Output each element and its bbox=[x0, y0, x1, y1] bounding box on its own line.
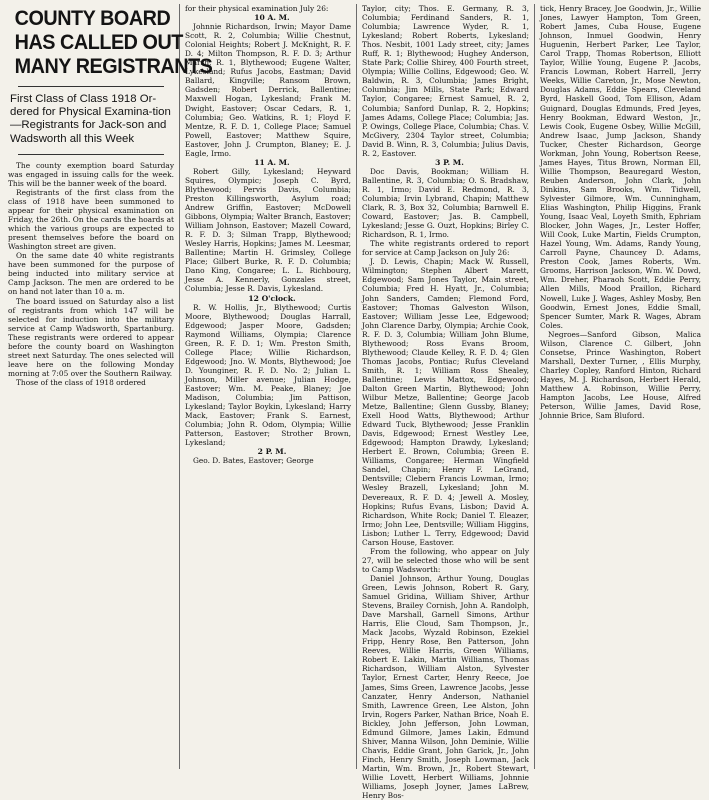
time-heading-11am: 11 A. M. bbox=[254, 157, 290, 167]
headline-line-1: COUNTY BOARD bbox=[14, 6, 171, 30]
paragraph: The board issued on Saturday also a list of registrants from which 147 will be selected for induction into the military service at Camp Wadsworth, Spartanburg. These registrants were ordered to appear before the county board on Washington street next Saturday. The ones selected will leave here on the following Monday morning at 7:05 over the Southern Railway. bbox=[8, 296, 174, 378]
name-list: Robert Gilly, Lykesland; Heyward Squires, Olympic; Joseph C. Byrd, Blythewood; Pervis Davis, Columbia; Preston Killingsworth, Asylum road; Andrew Griffin, Eastover; McDowell Gibbons, Olympia; Walter Branch, Eastover; William Johnson, Eastover; Mazell Coward, R. F. D. 3; Silman Trapp, Blythewood; Wesley Harris, Hopkins; James M. Leesmar, Ballentine; Martin H. Grimsley, College Place; Gilbert Burke, R. F. D. Columbia; Dano King, Congaree; L. L. Richbourg, Jesse A. Kennerly, Gonzales street, Columbia; Jesse R. Davis, Lykesland. bbox=[185, 166, 351, 294]
name-list: Doc Davis, Bookman; William H. Ballentine, R. 3, Columbia; O. S. Bradshaw, R. 1, Irmo; David E. Redmond, R. 3, Columbia; Irvin Lybrand, Chapin; Matthew Clark, R. 3, Box 32, Columbia; Barnwell E. Coward, Eastover; Jas. B. Campbell, Lykesland; Jesse G. Ouzt, Hopkins; Birley C. Richardson, R. 1, Irmo. bbox=[362, 166, 529, 240]
headline-rule bbox=[18, 86, 164, 87]
name-list: J. D. Lewis, Chapin; Mack W. Russell, Wilmington; Stephen Albert Marett, Edgewood; Sam Jones Taylor, Main street, Columbia; Fred H. Hyatt, Jr., Columbia; John Sanders, Camden; Flemond Ford, Eastover; Thomas Galveston Wilson, Eastover; William Jesse Lee, Edgewood; John Clarence Darby, Olympia; Archie Cook, R. F. D. 3, Columbia; William John Blume, Blythewood; Ross Evans Broom, Blythewood; Claude Kelley, R. F. D. 4; Glen Thomas Jacobs, Pontiac; Rufus Cleveland Smith, R. 1; William Ross Shealey, Ballentine; Lewis Mattox, Edgewood; Dalton Green Martin, Blythewood; John Wilbur Metze, Ballentine; George Jacob Metze, Ballentine; Glenn Gussby, Blaney; Exell Hood Watts, Blythewood; Arthur Edward Tuck, Blythewood; Jesse Franklin Davis, Edgewood; Ernest Westley Lee, Edgewood; Hampton Drawdy, Lykesland; Herbert E. Brown, Columbia; Green E. Williams, Congaree; Herman Wingfield Sandel, Chapin; Henry F. LeGrand, Dentsville; Clebern Francis Lowman, Irmo; Wesley Brazell, Lykesland; John M. Devereaux, R. F. D. 4; Jewell A. Mosley, Hopkins; Rufus Evans, Lisbon; David A. Richardson, White Rock; Daniel T. Eleazer, Irmo; John Lee, Dentsville; William Higgins, Lisbon; Luther L. Terry, Edgewood; David Carson House, Eastover. bbox=[362, 257, 529, 547]
name-list: tick, Henry Bracey, Joe Goodwin, Jr., Willie Jones, Lawyer Hampton, Tom Green, Robert James, Cuba House, Eugene Johnson, Inmuel Goodwin, Henry Huguenin, Herbert Parker, Lee Taylor, Carol Trapp, Thomas Robertson, Elliott Taylor, Willie Young, Eugene P. Jacobs, Francis Lowman, Robert Harrell, Jerry Weeks, Willie Careton, Jr., Mose Newton, Douglas Adams, Eddie Spears, Cleveland Byrd, Haskell Good, Tom Ellison, Adam Guignard, Douglas Edmunds, Fred Jeyes, Henry Bookman, Edward Weston, Jr., Lewis Cook, Eugene Osbey, Willie McGill, Andrew Isaac, Jump Jackson, Shandy Tucker, Chester Richardson, George Workman, John Young, Robertson Reese, James Hayes, Titus Brown, Norman Ell, Willie Thompson, Beauregard Weston, Reuben Anderson, John Clark, John Dinkins, Sam Brooks, Wm. Tidwell, Sylvester Gilmore, Wm. Cunningham, Elias Washington, Philip Higgins, Frank Young, Isaac Veal, Loyeth Smith, Ephriam Blocker, John Wages, Jr., Lester Hoffer, Will Cook, Luke Martin, Fields Crumpton, Hazel Young, Wm. Adams, Randy Young, Carroll Payne, Chauncey D. Adams, Preston Cook, James Roberts, Wm. Grooms, Harrison Jackson, Wm. W. Dowd, Wm. Dreher, Pharaoh Scott, Eddie Perry, Allen Mills, Mood Praillon, Richard Nowell, Luke J. Wages, Ashley Mosby, Ben Goodwin, Ernest Jones, Eddie Small, Spencer Sumter, Mark R. Wages, Abram Coles. bbox=[540, 4, 701, 330]
paragraph: On the same date 40 white registrants have been summoned for the purpose of being inducted into military service at Camp Jackson. The men are ordered to be on hand not later than 10 a. m. bbox=[8, 251, 174, 297]
name-list: Negroes—Sanford Gibson, Malica Wilson, Clarence C. Gilbert, John Consetse, Prince Washington, Robert Marshall, Dexter Turner, , Ellis Murphy, Charley Copley, Ranford Hinton, Richard Hayes, M. J. Richardson, Herbert Herald, Matthew A. Robinson, Willie Perry, Hampton Jacobs, Lee House, Alfred Peterson, Willie James, David Rose, Johnnie Brice, Sam Bluford. bbox=[540, 329, 701, 421]
time-heading-10am: 10 A. M. bbox=[254, 13, 290, 23]
paragraph: for their physical examination July 26: bbox=[185, 4, 329, 13]
paragraph: Those of the class of 1918 ordered bbox=[16, 377, 146, 387]
column-4 bbox=[535, 4, 706, 769]
column-3 bbox=[357, 4, 535, 800]
name-list: R. W. Hollis, Jr., Blythewood; Curtis Moore, Blythewood; Douglas Harrall, Edgewood; Jasper Moore, Gadsden; Raymond Williams, Olympia; Clarence Green, R. F. D. 1; Wm. Preston Smith, College Place; Willie Richardson, Edgewood; Jno. W. Monts, Blythewood; Joe D. Younginer, R. F. D. No. 2; Julian L. Johnson, Miller avenue; Julian Hodge, Eastover; Wm. M. Peake, Blaney; Joe Madison, Columbia; Jim Pattison, Lykesland; Taylor Boykin, Lykesland; Harry Mack, Eastover; Frank S. Earnest, Columbia; John R. Odom, Olympia; Willie Patterson, Eastover; Strother Brown, Lykesland; bbox=[185, 302, 351, 448]
column-1 bbox=[3, 4, 213, 769]
time-heading-12: 12 O'clock. bbox=[248, 293, 296, 303]
time-heading-3pm: 3 P. M. bbox=[435, 157, 464, 167]
name-list: Daniel Johnson, Arthur Young, Douglas Green, Lewis Johnson, Robert R. Gary, Samuel Gridina, William Shiver, Arthur Stevens, Brailey Cornish, John A. Randolph, Dave Marshall, Garnell Simons, Arthur Harris, Elie Cloud, Sam Thompson, Jr., Mack Jacobs, Wyzald Robinson, Ezekiel Fripp, Henry Rose, Ben Patterson, John Reeves, Willie Harris, Green Williams, Robert E. Lakin, Martin Williams, Thomas Richardson, William Alston, Sylvester Taylor, Ernest Carter, Henry Reece, Joe James, Sims Green, Lawrence Jacobs, Jesse Canzater, Henry Anderson, Nathaniel Smith, Lawrence Green, Lee Alston, John Irvin, Rogers Parker, Nathan Brice, Noah E. Bickley, John Jefferson, John Lowman, Edmund Gilmore, James Lakin, Edmund Shiver, Manna Wilson, John Deminie, Willie Chavis, Eddie Grant, John Garick, Jr., John Finch, Henry Smith, Joseph Lowman, Jack Martin, Wm. Brown, Jr., Robert Stewart, Willie Lovett, Herbert Williams, Johnnie Williams, Joseph Joyner, James LaBrew, Henry Bos- bbox=[362, 573, 529, 800]
headline bbox=[14, 6, 213, 78]
column-2 bbox=[180, 4, 357, 769]
paragraph: The county exemption board Saturday was engaged in issuing calls for the week. This will be the banner week of the board. bbox=[8, 160, 174, 188]
headline-line-3: MANY REGISTRANTS bbox=[14, 54, 213, 78]
name-list: Taylor, city; Thos. E. Germany, R. 3, Columbia; Ferdinand Sanders, R. 1, Columbia; Lawrence Wyder, R. 1, Lykesland; Robert Roberts, Lykesland; Thos. Nesbit, 1001 Lady street, city; James Ruff, R. 1; Blythewood; Hughey Anderson, State Park; Collie Shirey, 400 Fourth street, Olympia; Willie Collins, Edgewood; Geo. W. Baldwin, R. 3, Columbia; James Bright, Columbia; Jim Mills, State Park; Edward Taylor, Congaree; Ernest Samuel, R. 2, Columbia; Sanford Dunlap, R. 2, Hopkins; James Adams, College Place; Columbia; Jas. P. Owings, College Place, Columbia; Chas. V. McGivery, 2304 Taylor street, Columbia; David B. Winn, R. 3, Columbia; Julius Davis, R. 2, Eastover. bbox=[362, 4, 529, 158]
subheadline: First Class of Class 1918 Or-dered for Physical Examina-tion—Registrants for Jack-son and Wadsworth all this Week bbox=[10, 93, 171, 145]
paragraph: The white registrants ordered to report for service at Camp Jackson on July 26: bbox=[362, 239, 529, 258]
time-heading-2pm: 2 P. M. bbox=[257, 447, 287, 457]
paragraph: From the following, who appear on July 27, will be selected those who will be sent to Camp Wadsworth: bbox=[362, 546, 529, 574]
headline-line-2: HAS CALLED OUT bbox=[14, 30, 183, 54]
paragraph: Registrants of the first class from the class of 1918 have been summoned to appear for their physical examination on Friday, the 26th. On the cards the hoards at which the various groups are expected to present themselves before the board on Washington street are given. bbox=[8, 187, 174, 252]
name-list: Johnnie Richardson, Irwin; Mayor Dame Scott, R. 2, Columbia; Willie Chestnut, Colonial Heights; Robert J. McKnight, R. F. D. 4; Milton Thompson, R. F. D. 3; Arthur Marsh, R. 1, Blythewood; Eugene Walter, Lykesland; Rufus Jacobs, Eastman; David Ballard, Kingville; Ransom Brown, Gadsden; Robert Derrick, Ballentine; Maxwell Hogan, Lykesland; Frank M. Dwight, Eastover; Oscar Cedars, R. 1, Columbia; Geo. Watkins, R. 1; Floyd F. Mentze, R. F. D. 1, College Place; Samuel Powell, Eastover; Matthew Squire, Eastover, John J. Crumpton, Blaney; E. J. Eagle, Irmo. bbox=[185, 22, 351, 158]
deck-rule bbox=[18, 154, 164, 155]
name-list: Geo. D. Bates, Eastover; George bbox=[193, 456, 314, 466]
